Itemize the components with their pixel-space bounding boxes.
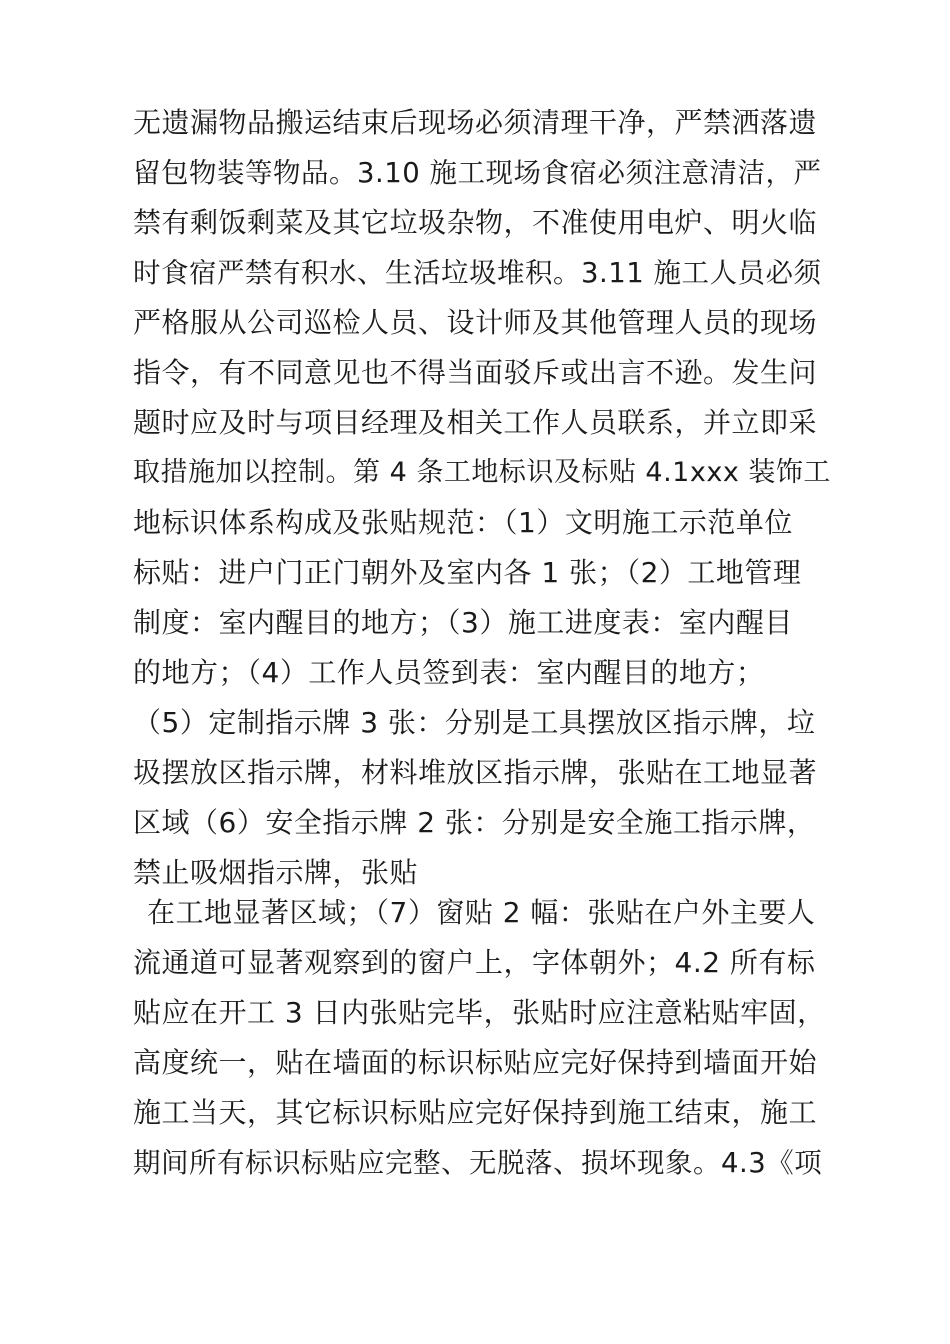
text-line: 地标识体系构成及张贴规范：（1）文明施工示范单位 (133, 506, 793, 539)
text-line: 指令，有不同意见也不得当面驳斥或出言不逊。发生问 (133, 356, 818, 389)
text-line: 期间所有标识标贴应完整、无脱落、损坏现象。4.3《项 (133, 1147, 823, 1179)
text-line: 圾摆放区指示牌，材料堆放区指示牌，张贴在工地显著 (133, 756, 818, 789)
text-line: 高度统一，贴在墙面的标识标贴应完好保持到墙面开始 (133, 1046, 818, 1079)
text-line: 题时应及时与项目经理及相关工作人员联系，并立即采 (133, 406, 818, 439)
text-line: 制度：室内醒目的地方；（3）施工进度表：室内醒目 (133, 606, 793, 639)
paragraph-2 (133, 888, 833, 1188)
text-line: 严格服从公司巡检人员、设计师及其他管理人员的现场 (133, 306, 818, 339)
text-line: 在工地显著区域；（7）窗贴 2 幅：张贴在户外主要人 (147, 896, 816, 929)
text-line: 禁有剩饭剩菜及其它垃圾杂物，不准使用电炉、明火临 (133, 206, 818, 239)
text-line: 无遗漏物品搬运结束后现场必须清理干净，严禁洒落遗 (133, 106, 818, 139)
text-line: 时食宿严禁有积水、生活垃圾堆积。3.11 施工人员必须 (133, 257, 822, 289)
text-line: 流通道可显著观察到的窗户上，字体朝外；4.2 所有标 (133, 946, 816, 979)
text-line: 区域（6）安全指示牌 2 张：分别是安全施工指示牌， (133, 806, 816, 839)
text-line: 禁止吸烟指示牌，张贴 (133, 856, 419, 889)
text-line: （5）定制指示牌 3 张：分别是工具摆放区指示牌，垃 (133, 706, 816, 739)
text-line: 的地方；（4）工作人员签到表：室内醒目的地方； (133, 656, 765, 689)
text-line: 标贴：进户门正门朝外及室内各 1 张；（2）工地管理 (133, 556, 802, 589)
text-line: 留包物装等物品。3.10 施工现场食宿必须注意清洁，严 (133, 157, 822, 189)
paragraph-1 (133, 98, 833, 898)
text-line: 施工当天，其它标识标贴应完好保持到施工结束，施工 (133, 1096, 818, 1129)
text-line: 贴应在开工 3 日内张贴完毕，张贴时应注意粘贴牢固， (133, 996, 826, 1029)
text-line: 取措施加以控制。第 4 条工地标识及标贴 4.1xxx 装饰工 (133, 457, 831, 488)
